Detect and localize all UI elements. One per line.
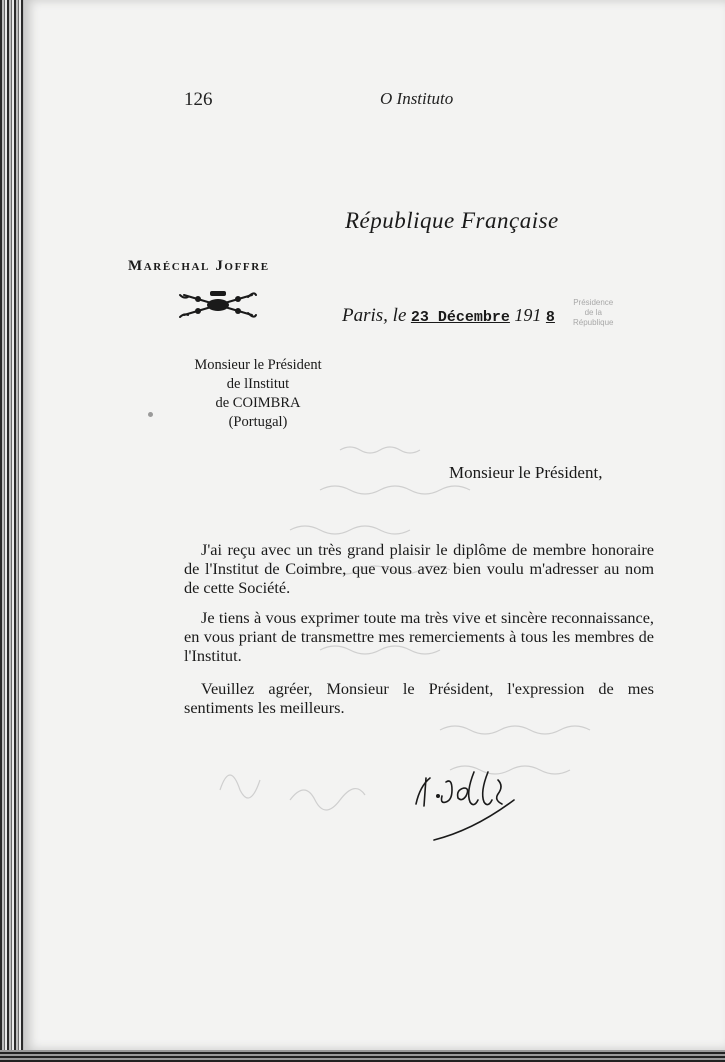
body-paragraph: Je tiens à vous exprimer toute ma très vive et sincère reconnaissance, en vous priant de transmettre mes remerciements à tous les membres de l'Institut. (184, 608, 654, 665)
republique-heading: République Française (345, 208, 559, 233)
stamp-line: de la (584, 308, 602, 317)
faint-stamp (573, 298, 613, 328)
handwritten-signature-icon (412, 768, 532, 848)
date-place: Paris, le (342, 305, 407, 326)
running-head: O Instituto (380, 89, 454, 108)
page-number: 126 (184, 89, 213, 110)
body-paragraph: Veuillez agréer, Monsieur le Président, l'expression de mes sentiments les meilleurs. (184, 679, 654, 717)
date-year-script: 191 (514, 305, 542, 325)
salutation: Monsieur le Président, (449, 463, 603, 482)
date-line (342, 305, 555, 327)
book-binding-edge (0, 0, 24, 1062)
date-typed: 23 Décembre (410, 309, 510, 326)
page-stack-edge (0, 1050, 725, 1062)
addressee-line: de COIMBRA (215, 395, 301, 411)
sender-name: Maréchal Joffre (128, 258, 270, 274)
addressee-line: de lInstitut (226, 376, 290, 392)
addressee-line: Monsieur le Président (194, 357, 322, 373)
date-year-typed: 8 (545, 309, 555, 326)
crossed-batons-crest-icon (178, 287, 258, 321)
addressee-line: (Portugal) (228, 414, 288, 430)
stamp-line: République (573, 318, 614, 327)
addressee-block (182, 356, 334, 432)
body-paragraph: J'ai reçu avec un très grand plaisir le diplôme de membre honoraire de l'Institut de Coimbre, que vous avez bien voulu m'adresser au nom de cette Société. (184, 540, 654, 597)
ink-spot (148, 412, 153, 417)
stamp-line: Présidence (573, 298, 614, 307)
